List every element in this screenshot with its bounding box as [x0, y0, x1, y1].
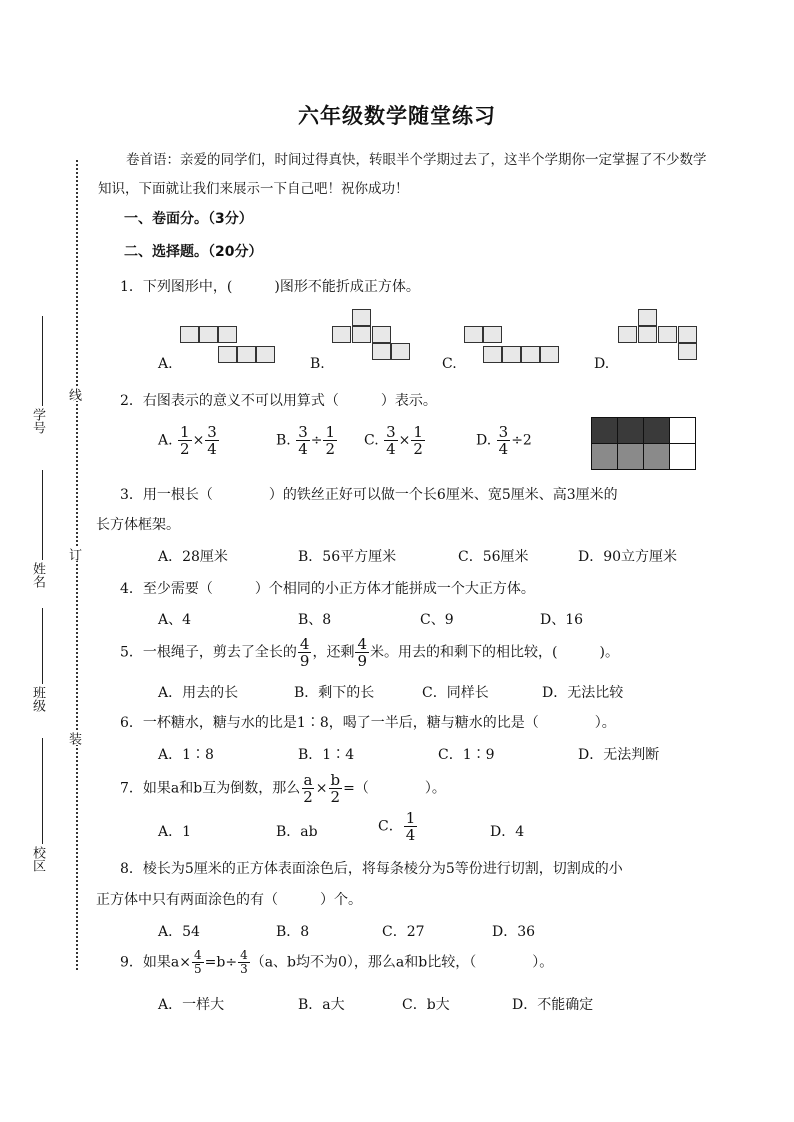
frac-den: 4 — [207, 440, 217, 458]
frac-num: 4 — [299, 635, 310, 653]
grid-cell-dark — [592, 418, 618, 444]
binding-dotted-line — [76, 160, 78, 970]
q4-option-c: C、9 — [420, 612, 454, 628]
frac-num: 1 — [180, 423, 190, 441]
q7-post: =（ ）。 — [343, 780, 446, 797]
frac-num: 1 — [413, 423, 423, 441]
frac-den: 2 — [325, 440, 336, 458]
binding-char-zhuang: 装 — [66, 732, 81, 745]
frac-den: 3 — [240, 962, 248, 976]
frac-num: a — [303, 771, 313, 789]
q5-option-a: A．用去的长 — [158, 685, 239, 701]
class-blank[interactable] — [42, 608, 43, 684]
q4-option-b: B、8 — [298, 612, 332, 628]
frac-num: 1 — [325, 423, 336, 441]
frac-num: 4 — [240, 948, 248, 962]
frac-num: 3 — [207, 423, 217, 441]
frac-num: 4 — [357, 635, 368, 653]
q7-option-c — [378, 810, 418, 843]
frac-den: 2 — [413, 440, 423, 458]
q5-pre: 5．一根绳子，剪去了全长的 — [120, 644, 297, 661]
question-8-cont: 正方体中只有两面涂色的有（ ）个。 — [96, 892, 362, 908]
question-3: 3．用一根长（ ）的铁丝正好可以做一个长6厘米、宽5厘米、高3厘米的 — [120, 487, 618, 503]
frac-den: 9 — [357, 652, 368, 670]
frac-den: 4 — [386, 440, 396, 458]
q4-option-d: D、16 — [540, 612, 584, 628]
frac-den: 4 — [298, 440, 308, 458]
grid-cell-white — [670, 444, 696, 470]
question-8: 8．棱长为5厘米的正方体表面涂色后，将每条棱分为5等份进行切割，切割成的小 — [120, 861, 623, 877]
frac-num: 3 — [298, 423, 308, 441]
question-7 — [120, 772, 446, 805]
q8-option-c: C．27 — [382, 924, 425, 940]
q3-option-b: B．56平方厘米 — [298, 549, 397, 565]
name-label: 姓名 — [30, 562, 45, 588]
q9-option-c: C．b大 — [402, 997, 450, 1013]
frac-num: b — [330, 771, 341, 789]
grid-cell-dark — [644, 418, 670, 444]
q2-option-b — [276, 424, 338, 457]
campus-label: 校区 — [30, 846, 45, 872]
frac-den: 2 — [180, 440, 190, 458]
student-id-label: 学号 — [30, 408, 45, 434]
grid-cell-gray — [618, 444, 644, 470]
student-id-blank[interactable] — [42, 316, 43, 406]
operator: ÷ — [310, 432, 323, 449]
q8-option-b: B．8 — [276, 924, 310, 940]
operator: × — [315, 780, 328, 797]
q2-b-label: B. — [276, 432, 291, 449]
q2-d-label: D. — [476, 432, 492, 449]
operator: × — [398, 432, 411, 449]
q7-pre: 7．如果a和b互为倒数，那么 — [120, 780, 301, 797]
frac-den: 4 — [405, 826, 416, 844]
q9-mid: =b÷ — [204, 954, 238, 971]
q4-option-a: A、4 — [158, 612, 192, 628]
question-2: 2．右图表示的意义不可以用算式（ ）表示。 — [120, 393, 437, 409]
question-9 — [120, 949, 553, 976]
expr-tail: ÷2 — [511, 432, 532, 449]
binding-char-xian: 线 — [66, 388, 81, 401]
intro-text: 卷首语：亲爱的同学们，时间过得真快，转眼半个学期过去了，这半个学期你一定掌握了不少数学知识，下面就让我们来展示一下自己吧！祝你成功！ — [98, 152, 707, 197]
q9-option-a: A．一样大 — [158, 997, 225, 1013]
operator: × — [192, 432, 205, 449]
q2-option-a — [158, 424, 220, 457]
frac-den: 4 — [498, 440, 509, 458]
frac-den: 5 — [193, 962, 202, 976]
q7-option-d: D．4 — [490, 824, 525, 840]
fraction-grid-figure — [591, 417, 699, 471]
q1-option-c-label: C. — [442, 356, 457, 372]
q5-post: 米。用去的和剩下的相比较，( )。 — [370, 644, 619, 661]
q9-option-d: D．不能确定 — [512, 997, 594, 1013]
q5-option-c: C．同样长 — [422, 685, 489, 701]
q7-c-label: C． — [378, 818, 403, 835]
q5-mid: ，还剩 — [312, 644, 355, 661]
q1-option-a-label: A. — [158, 356, 173, 372]
q7-option-a: A．1 — [158, 824, 192, 840]
question-6: 6．一杯糖水，糖与水的比是1∶8，喝了一半后，糖与糖水的比是（ ）。 — [120, 715, 616, 731]
grid-cell-gray — [592, 444, 618, 470]
section-2-heading: 二、选择题。（20分） — [124, 244, 263, 260]
q6-option-c: C．1∶9 — [438, 747, 495, 763]
frac-num: 4 — [193, 948, 202, 962]
class-label: 班级 — [30, 686, 45, 712]
q2-a-label: A. — [158, 432, 173, 449]
q2-option-c — [364, 424, 426, 457]
q3-option-c: C．56厘米 — [458, 549, 529, 565]
q9-post: （a、b均不为0），那么a和b比较，（ ）。 — [250, 954, 554, 971]
question-1: 1．下列图形中，( )图形不能折成正方体。 — [120, 279, 420, 295]
q6-option-b: B．1∶4 — [298, 747, 355, 763]
campus-blank[interactable] — [42, 738, 43, 844]
question-3-cont: 长方体框架。 — [96, 517, 180, 533]
page-title: 六年级数学随堂练习 — [298, 104, 496, 128]
q2-c-label: C. — [364, 432, 379, 449]
grid-cell-gray — [644, 444, 670, 470]
q9-pre: 9．如果a× — [120, 954, 191, 971]
frac-num: 3 — [498, 423, 509, 441]
q7-option-b: B．ab — [276, 824, 318, 840]
question-5 — [120, 636, 619, 669]
frac-den: 9 — [299, 652, 310, 670]
grid-cell-white — [670, 418, 696, 444]
frac-num: 1 — [405, 809, 416, 827]
q9-option-b: B．a大 — [298, 997, 345, 1013]
q5-option-b: B．剩下的长 — [294, 685, 375, 701]
q5-option-d: D．无法比较 — [542, 685, 624, 701]
grid-cell-dark — [618, 418, 644, 444]
q6-option-d: D．无法判断 — [578, 747, 660, 763]
q3-option-d: D．90立方厘米 — [578, 549, 678, 565]
q3-option-a: A．28厘米 — [158, 549, 228, 565]
q8-option-d: D．36 — [492, 924, 536, 940]
q2-option-d — [476, 424, 532, 457]
q1-option-b-label: B. — [310, 356, 325, 372]
question-4: 4．至少需要（ ）个相同的小正方体才能拼成一个大正方体。 — [120, 581, 535, 597]
frac-den: 2 — [330, 788, 341, 806]
frac-den: 2 — [303, 788, 313, 806]
q6-option-a: A．1∶8 — [158, 747, 214, 763]
name-blank[interactable] — [42, 470, 43, 560]
q1-option-d-label: D. — [594, 356, 610, 372]
q8-option-a: A．54 — [158, 924, 200, 940]
section-1-heading: 一、卷面分。（3分） — [124, 211, 253, 227]
binding-char-ding: 订 — [66, 548, 81, 561]
frac-num: 3 — [386, 423, 396, 441]
